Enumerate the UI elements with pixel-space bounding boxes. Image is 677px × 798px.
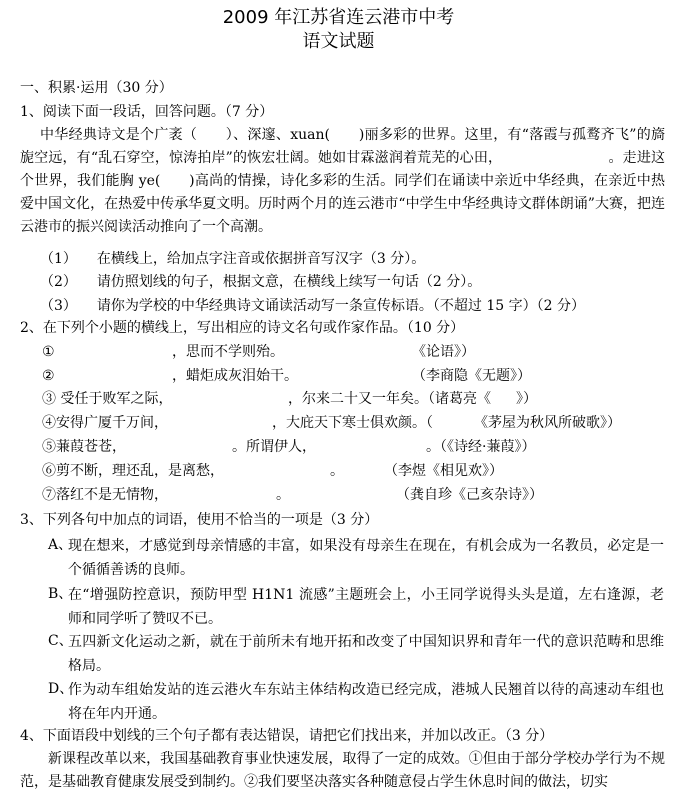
page-title: 2009 年江苏省连云港市中考 xyxy=(222,7,455,28)
option-label-c: C、 xyxy=(48,633,73,649)
page-subtitle: 语文试题 xyxy=(302,31,375,52)
exam-page: 2009 年江苏省连云港市中考 语文试题 一、积累·运用（30 分） 1、阅读下面一段话，回答问题。（7 分） 中华经典诗文是个广袤（ ）、深邃、xuan( )丽多彩的世界。这里，有“落霞与孤鹜齐飞”的旖旎空远，有“乱石穿空，惊涛拍岸”的恢宏壮阔。她如甘霖滋润着荒芜的心田， 。走进这个世界，我们能胸 ye( )高尚的情操，诗化多彩的生活。同学们在诵读中亲近中华经典，在亲近中热爱中国文化，在热爱中传承华夏文明。历时两个月的连云港市“中学生中华经典诗文群体朗诵”大赛，把连云港市的振兴阅读活动推向了一个高潮。 （1） 在横线上，给加点字注音或依据拼音写汉字（3 分）。 （2） 请仿照划线的句子，根据文意，在横线上续写一句话（2 分）。 （3） 请你为学校的中华经典诗文诵读活动写一条宣传标语。（不超过 15 字）（2 分） 2、在下列个小题的横线上，写出相应的诗文名句或作家作品。（10 分） ① ，思而不学则殆。 《论语》） ② ，蜡炬成灰泪始干。 （李商隐《无题》） ③ 受任于败军之际， ，尔来二十又一年矣。（诸葛亮《 》） ④安得广厦千万间， ，大庇天下寒士俱欢颜。（ 《茅屋为秋风所破歌》） ⑤蒹葭苍苍， 。所谓伊人， 。（《诗经·蒹葭》） ⑥剪不断，理还乱，是离愁， 。 （李煜《相见欢》） ⑦落红不是无情物， 。 （龚自珍《己亥杂诗》） 3、下列各句中加点的词语，使用不恰当的一项是（3 分） A、 现在想来，才感觉到母亲情感的丰富，如果没有母亲生在现在，有机会成为一名教员，必定是一个循循善诱的良师。 B、 在“增强防控意识，预防甲型 H1N1 流感”主题班会上，小王同学说得头头是道，左右逢源，老师和同学听了赞叹不已。 C、 五四新文化运动之新，就在于前所未有地开拓和改变了中国知识界和青年一代的意识范畴和思维格局。 D、 作为动车组始发站的连云港火车东站主体结构改造已经完成，港城人民翘首以待的高速动车组也将在年内开通。 4、下面语段中划线的三个句子都有表达错误，请把它们找出来，并加以改正。（3 分） 新课程改革以来，我国基础教育事业快速发展，取得了一定的成效。①但由于部分学校办学行为不规范，是基础教育健康发展受到制约。②我们要坚决落实各种随意侵占学生休息时间的做法，切实 xyxy=(0,0,677,798)
question-3-stem: 3、下列各句中加点的词语，使用不恰当的一项是（3 分） xyxy=(20,512,379,528)
question-1-sub-3: （3） 请你为学校的中华经典诗文诵读活动写一条宣传标语。（不超过 15 字）（2 分） xyxy=(40,298,585,314)
option-c: 五四新文化运动之新，就在于前所未有地开拓和改变了中国知识界和青年一代的意识范畴和思维格局。 xyxy=(68,634,664,674)
section-heading: 一、积累·运用（30 分） xyxy=(20,80,173,96)
question-2-stem: 2、在下列个小题的横线上，写出相应的诗文名句或作家作品。（10 分） xyxy=(20,320,465,336)
question-1-sub-2: （2） 请仿照划线的句子，根据文意，在横线上续写一句话（2 分）。 xyxy=(40,274,482,290)
question-4-passage: 新课程改革以来，我国基础教育事业快速发展，取得了一定的成效。①但由于部分学校办学行为不规范，是基础教育健康发展受到制约。②我们要坚决落实各种随意侵占学生休息时间的做法，切实 xyxy=(20,751,665,790)
option-label-a: A、 xyxy=(48,537,73,553)
option-label-b: B、 xyxy=(48,586,73,602)
option-label-d: D、 xyxy=(48,681,74,697)
question-1-sub-1: （1） 在横线上，给加点字注音或依据拼音写汉字（3 分）。 xyxy=(40,251,426,267)
option-b: 在“增强防控意识，预防甲型 H1N1 流感”主题班会上，小王同学说得头头是道，左右逢源，老师和同学听了赞叹不已。 xyxy=(68,587,664,627)
question-1-passage: 中华经典诗文是个广袤（ ）、深邃、xuan( )丽多彩的世界。这里，有“落霞与孤鹜齐飞”的旖旎空远，有“乱石穿空，惊涛拍岸”的恢宏壮阔。她如甘霖滋润着荒芜的心田， 。走进这个世界，我们能胸 ye( )高尚的情操，诗化多彩的生活。同学们在诵读中亲近中华经典，在亲近中热爱中国文化，在热爱中传承华夏文明。历时两个月的连云港市“中学生中华经典诗文群体朗诵”大赛，把连云港市的振兴阅读活动推向了一个高潮。 xyxy=(20,127,665,235)
option-a: 现在想来，才感觉到母亲情感的丰富，如果没有母亲生在现在，有机会成为一名教员，必定是一个循循善诱的良师。 xyxy=(68,538,664,578)
question-1-stem: 1、阅读下面一段话，回答问题。（7 分） xyxy=(20,104,274,120)
option-d: 作为动车组始发站的连云港火车东站主体结构改造已经完成，港城人民翘首以待的高速动车组也将在年内开通。 xyxy=(68,682,664,722)
question-4-stem: 4、下面语段中划线的三个句子都有表达错误，请把它们找出来，并加以改正。（3 分） xyxy=(20,728,554,744)
